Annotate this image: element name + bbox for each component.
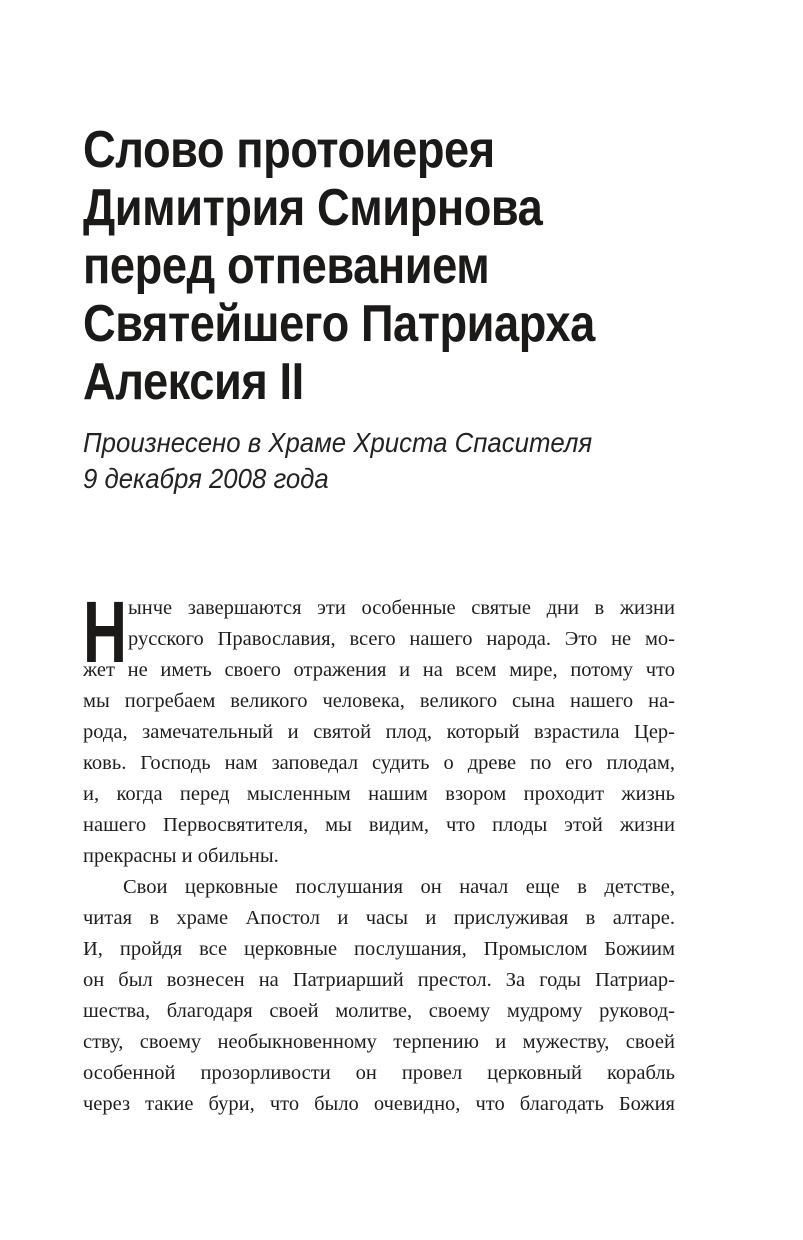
- text-line: И, пройдя все церковные послушания, Промыслом Божиим: [83, 938, 675, 960]
- text-line: русского Православия, всего нашего народа. Это не мо-: [128, 628, 675, 650]
- text-line: ству, своему необыкновенному терпению и мужеству, своей: [83, 1031, 675, 1053]
- text-line: прекрасны и обильны.: [83, 845, 279, 867]
- paragraph-1: [83, 584, 675, 872]
- chapter-subtitle: [83, 425, 628, 497]
- title-line: Святейшего Патриарха: [83, 295, 595, 353]
- text-line: рода, замечательный и святой плод, который взрастила Цер-: [83, 721, 675, 743]
- paragraph-2: [83, 872, 675, 1120]
- body-text: [83, 584, 675, 1120]
- text-line: он был вознесен на Патриарший престол. За годы Патриар-: [83, 969, 675, 991]
- subtitle-line: 9 декабря 2008 года: [83, 463, 329, 494]
- text-line: ынче завершаются эти особенные святые дни в жизни: [128, 597, 675, 619]
- drop-cap: Н: [83, 584, 127, 681]
- title-line: Слово протоиерея: [83, 121, 495, 179]
- text-line: через такие бури, что было очевидно, что благодать Божия: [83, 1093, 675, 1115]
- text-line: шества, благодаря своей молитве, своему мудрому руковод-: [83, 1000, 675, 1022]
- title-line: Димитрия Смирнова: [83, 179, 543, 237]
- text-line: жет не иметь своего отражения и на всем мире, потому что: [83, 659, 675, 681]
- text-line: нашего Первосвятителя, мы видим, что плоды этой жизни: [83, 814, 675, 836]
- text-line: Свои церковные послушания он начал еще в детстве,: [123, 876, 675, 898]
- chapter-title: [83, 0, 598, 411]
- page-content: [83, 0, 675, 1240]
- title-line: Алексия II: [83, 353, 304, 411]
- text-line: особенной прозорливости он провел церковный корабль: [83, 1062, 675, 1084]
- text-line: и, когда перед мысленным нашим взором проходит жизнь: [83, 783, 675, 805]
- title-line: перед отпеванием: [83, 237, 490, 295]
- text-line: читая в храме Апостол и часы и прислуживая в алтаре.: [83, 907, 675, 929]
- text-line: ковь. Господь нам заповедал судить о древе по его плодам,: [83, 752, 675, 774]
- subtitle-line: Произнесено в Храме Христа Спасителя: [83, 427, 593, 458]
- text-line: мы погребаем великого человека, великого сына нашего на-: [83, 690, 675, 712]
